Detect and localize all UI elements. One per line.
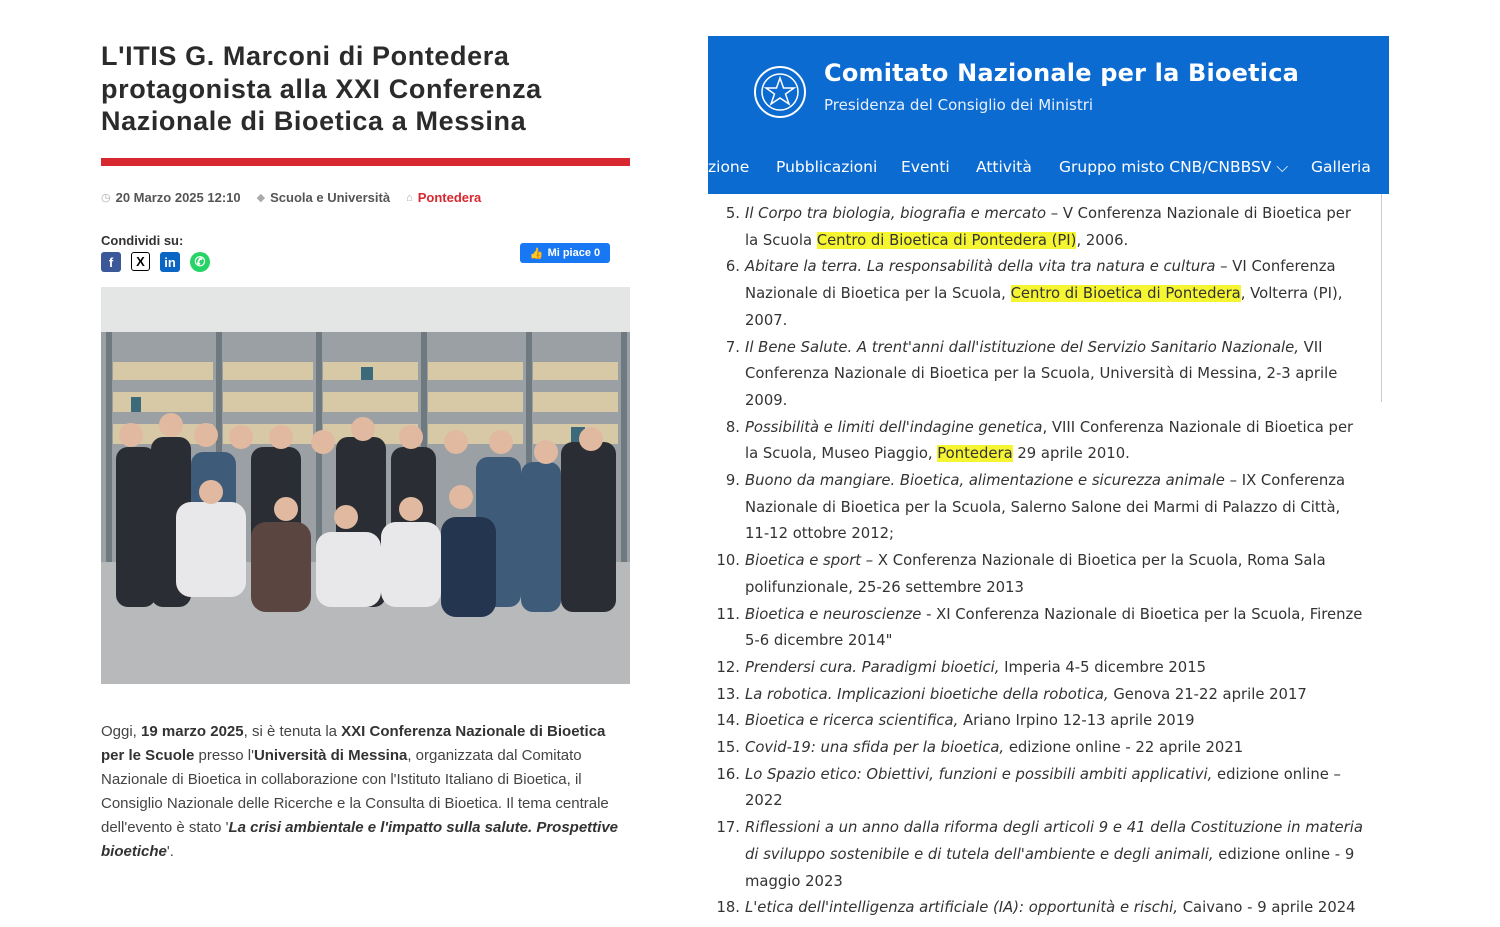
item-title: Bioetica e sport — [745, 552, 862, 570]
item-title: L'etica dell'intelligenza artificiale (IA): opportunità e rischi, — [745, 899, 1178, 917]
article-photo — [101, 287, 630, 684]
cnb-header — [708, 36, 1389, 194]
nav-item-eventi[interactable]: Eventi — [901, 158, 950, 176]
item-title: Lo Spazio etico: Obiettivi, funzioni e possibili ambiti applicativi, — [745, 765, 1213, 783]
conference-list — [708, 201, 1368, 922]
list-item — [708, 762, 1368, 815]
nav-item-attivita[interactable]: Attività — [976, 158, 1032, 176]
item-text: Imperia 4-5 dicembre 2015 — [999, 658, 1207, 676]
body-bold-date: 19 marzo 2025 — [141, 723, 244, 740]
item-text: – X Conferenza Nazionale di Bioetica per la Scuola, Roma Sala polifunzionale, 25-26 settembre 2013 — [745, 552, 1326, 596]
linkedin-share-icon[interactable]: in — [160, 252, 180, 272]
item-text: VII Conferenza Nazionale di Bioetica per la Scuola, Università di Messina, 2-3 aprile 2009. — [745, 338, 1338, 409]
list-item — [708, 415, 1368, 468]
item-title: Possibilità e limiti dell'indagine genetica — [745, 418, 1043, 436]
cnb-nav — [708, 154, 1389, 182]
x-share-icon[interactable]: X — [131, 252, 150, 271]
item-number: 11. — [716, 605, 740, 623]
item-highlight: Centro di Bioetica di Pontedera (PI) — [816, 231, 1077, 249]
body-text-1: Oggi, — [101, 723, 142, 740]
item-title: Bioetica e ricerca scientifica, — [745, 712, 959, 730]
list-item — [708, 815, 1368, 895]
cnb-title[interactable]: Comitato Nazionale per la Bioetica — [824, 59, 1300, 87]
item-text: Genova 21-22 aprile 2017 — [1108, 685, 1307, 703]
item-text: Caivano - 9 aprile 2024 — [1178, 899, 1356, 917]
article-body — [101, 720, 621, 864]
meta-location[interactable] — [406, 190, 481, 205]
item-text: - XI Conferenza Nazionale di Bioetica per la Scuola, Firenze 5-6 dicembre 2014" — [745, 605, 1363, 650]
item-number: 18. — [716, 899, 740, 917]
title-divider — [101, 158, 630, 166]
item-title: Il Bene Salute. A trent'anni dall'istituzione del Servizio Sanitario Nazionale, — [745, 338, 1299, 356]
item-text: Ariano Irpino 12-13 aprile 2019 — [958, 712, 1195, 730]
list-item — [708, 735, 1368, 762]
body-bold-university: Università di Messina — [253, 747, 408, 764]
nav-item-gruppo-misto[interactable]: Gruppo misto CNB/CNBBSV ⌵ — [1059, 158, 1289, 176]
item-text: , VIII Conferenza Nazionale di Bioetica per la Scuola, Museo Piaggio, — [745, 418, 1354, 463]
item-number: 13. — [716, 685, 740, 703]
item-title: Abitare la terra. La responsabilità della vita tra natura e cultura — [745, 258, 1216, 276]
article-header — [101, 40, 631, 138]
nav-item-istituzione[interactable]: zione — [708, 158, 750, 176]
item-number: 6. — [725, 258, 740, 276]
whatsapp-share-icon[interactable]: ✆ — [190, 252, 210, 272]
page-scroll-edge — [1381, 194, 1382, 402]
list-item — [708, 254, 1368, 334]
list-item — [708, 201, 1368, 254]
thumb-icon: 👍 — [529, 247, 544, 260]
item-title: Riflessioni a un anno dalla riforma degli articoli 9 e 41 della Costituzione in materia di sviluppo sostenibile e di tutela dell'ambiente e degli animali, — [745, 819, 1363, 863]
item-number: 12. — [716, 658, 740, 676]
article-title: L'ITIS G. Marconi di Pontedera protagonista alla XXI Conferenza Nazionale di Bioetica a Messina — [101, 41, 542, 136]
item-title: La robotica. Implicazioni bioetiche della robotica, — [745, 685, 1109, 703]
meta-category[interactable] — [257, 190, 390, 205]
item-text: – V Conferenza Nazionale di Bioetica per la Scuola — [745, 205, 1351, 249]
meta-date — [101, 190, 241, 205]
list-item — [708, 335, 1368, 415]
item-text-end: , 2006. — [1076, 231, 1129, 249]
item-number: 7. — [725, 338, 740, 356]
tag-icon: ◆ — [256, 192, 266, 204]
home-icon: ⌂ — [406, 191, 413, 204]
item-number: 8. — [725, 418, 740, 436]
item-number: 17. — [716, 819, 740, 837]
item-number: 15. — [716, 739, 740, 757]
list-item — [708, 548, 1368, 601]
body-bold-theme: La crisi ambientale e l'impatto sulla salute. Prospettive bioetiche — [101, 819, 619, 860]
facebook-like-button[interactable] — [520, 243, 610, 263]
nav-item-galleria[interactable]: Galleria — [1311, 158, 1371, 176]
body-text-2: , si è tenuta la — [243, 723, 342, 740]
item-text-end: , Volterra (PI), 2007. — [745, 285, 1343, 329]
like-label: Mi piace 0 — [547, 247, 601, 259]
list-item — [708, 468, 1368, 548]
item-number: 9. — [725, 472, 740, 490]
item-text: – IX Conferenza Nazionale di Bioetica per la Scuola, Salerno Salone dei Marmi di Palazzo di Città, 11-12 ottobre 2012; — [745, 472, 1346, 543]
item-number: 16. — [716, 765, 740, 783]
facebook-share-icon[interactable]: f — [101, 252, 121, 272]
location-link[interactable]: Pontedera — [417, 190, 482, 205]
item-highlight: Pontedera — [937, 445, 1013, 463]
list-item — [708, 708, 1368, 735]
list-item — [708, 682, 1368, 709]
group-photo-illustration — [101, 287, 630, 684]
category-link[interactable]: Scuola e Università — [270, 190, 391, 205]
item-number: 5. — [725, 205, 740, 222]
list-item — [708, 895, 1368, 922]
date-text: 20 Marzo 2025 12:10 — [115, 190, 241, 205]
item-text: edizione online - 22 aprile 2021 — [1004, 739, 1244, 757]
list-item — [708, 655, 1368, 682]
body-text-5: '. — [166, 843, 174, 860]
body-bold-conference: XXI Conferenza Nazionale di Bioetica per le Scuole — [101, 723, 606, 764]
item-title: Il Corpo tra biologia, biografia e mercato — [745, 205, 1047, 222]
item-text: edizione online – 2022 — [745, 765, 1341, 810]
article-meta — [101, 190, 497, 205]
list-item — [708, 602, 1368, 655]
item-title: Covid-19: una sfida per la bioetica, — [745, 739, 1005, 757]
nav-item-pubblicazioni[interactable]: Pubblicazioni — [776, 158, 878, 176]
share-buttons — [101, 252, 220, 272]
item-text: – VI Conferenza Nazionale di Bioetica per la Scuola, — [745, 258, 1336, 303]
item-title: Prendersi cura. Paradigmi bioetici, — [745, 658, 1000, 676]
body-text-4: , organizzata dal Comitato Nazionale di Bioetica in collaborazione con l'Istituto Italiano di Bioetica, il Consiglio Nazionale delle Ricerche e la Consulta di Bioetica. Il tema centrale dell'evento è stato ' — [101, 747, 609, 836]
item-text-end: 29 aprile 2010. — [1012, 445, 1130, 463]
clock-icon: ◷ — [101, 192, 111, 204]
item-title: Bioetica e neuroscienze — [745, 605, 922, 623]
item-text: edizione online - 9 maggio 2023 — [745, 845, 1355, 890]
italian-emblem-icon — [752, 62, 808, 122]
item-highlight: Centro di Bioetica di Pontedera — [1010, 285, 1241, 303]
cnb-subtitle: Presidenza del Consiglio dei Ministri — [824, 96, 1094, 114]
item-number: 10. — [716, 552, 740, 570]
body-text-3: presso l' — [194, 747, 254, 764]
item-title: Buono da mangiare. Bioetica, alimentazione e sicurezza animale — [745, 472, 1225, 490]
share-label: Condividi su: — [101, 233, 184, 248]
item-number: 14. — [716, 712, 740, 730]
